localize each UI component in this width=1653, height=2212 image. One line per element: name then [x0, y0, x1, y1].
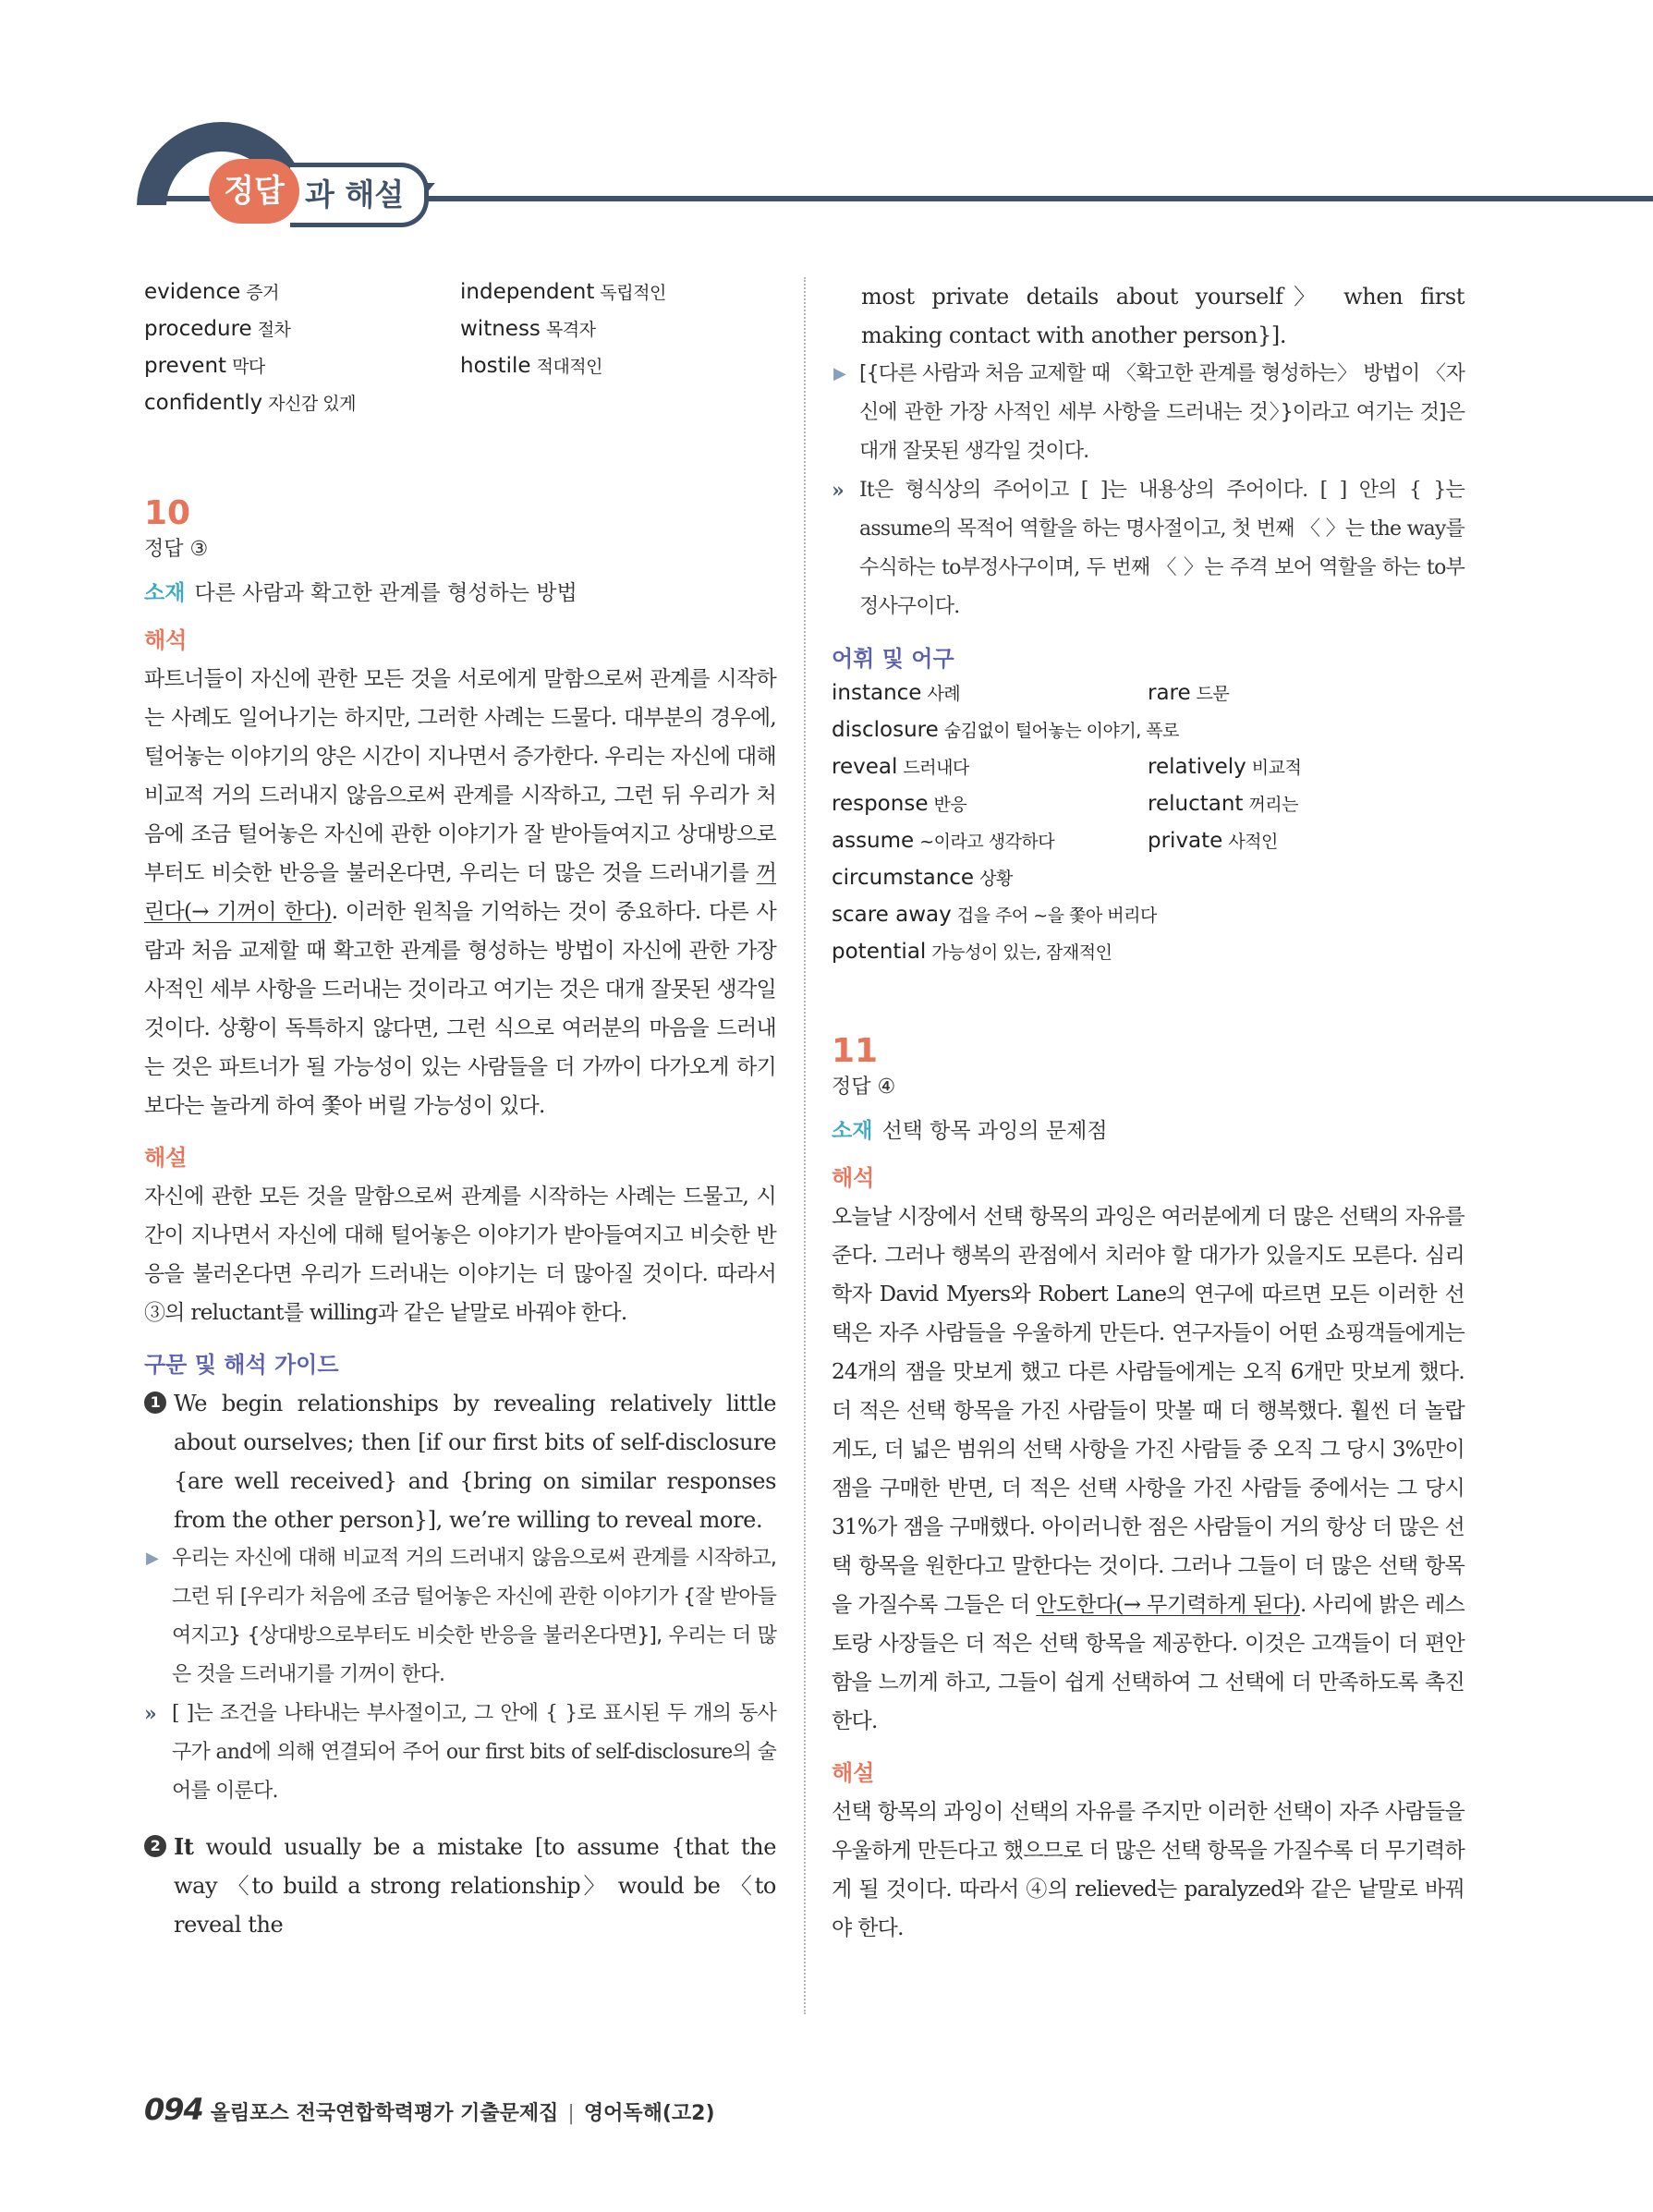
explanation-title: 해설 [144, 1145, 188, 1171]
vocab-item: assume ~이라고 생각하다 [832, 829, 1055, 853]
vocab-item: potential 가능성이 있는, 잠재적인 [832, 940, 1112, 964]
vocab-item: relatively 비교적 [1148, 755, 1302, 779]
section-title-suffix: 과 해설 [290, 163, 429, 227]
topic-label: 소재 [832, 1119, 873, 1143]
triangle-bullet-icon: ▶ [833, 364, 845, 383]
vocab-item: response 반응 [832, 792, 967, 816]
vocab-item: private 사적인 [1148, 829, 1278, 853]
vocab-title: 어휘 및 어구 [832, 646, 954, 672]
answer-line: 정답 ④ [832, 1076, 896, 1099]
vocab-item: circumstance 상황 [832, 866, 1013, 890]
syntax-guide-title: 구문 및 해석 가이드 [144, 1352, 339, 1378]
question-number: 11 [832, 1032, 879, 1070]
explanation-text: 선택 항목의 과잉이 선택의 자유를 주지만 이러한 선택이 자주 사람들을 우울하게 만든다고 했으므로 더 많은 선택 항목을 가질수록 더 무기력하게 될 것이다. 따라서 ④의 relieved는 paralyzed와 같은 낱말로 바꿔야 한다. [832, 1800, 1465, 1940]
example-translation: ▶ 우리는 자신에 대해 비교적 거의 드러내지 않음으로써 관계를 시작하고, 그런 뒤 [우리가 처음에 조금 털어놓은 자신에 관한 이야기가 {잘 받아들여지고} {상대방으로부터도 비슷한 반응을 불러온다면}], 우리는 더 많은 것을 드러내기를 기꺼이 한다. [144, 1539, 776, 1695]
book-subject: 영어독해(고2) [583, 2102, 715, 2125]
page-header [0, 0, 1653, 240]
topic-line [832, 1116, 1465, 1146]
vocab-item: hostile 적대적인 [460, 354, 603, 378]
triangle-bullet-icon: ▶ [146, 1549, 158, 1568]
book-title: 올림포스 전국연합학력평가 기출문제집 [210, 2102, 559, 2125]
grammar-note: » It은 형식상의 주어이고 [ ]는 내용상의 주어이다. [ ] 안의 { }는 assume의 목적어 역할을 하는 명사절이고, 첫 번째 〈 〉는 the way를 수식하는 to부정사구이며, 두 번째 〈 〉는 주격 보어 역할을 하는 to부정사구이다. [832, 471, 1465, 626]
vocab-item: confidently 자신감 있게 [144, 391, 356, 415]
translation-text: 오늘날 시장에서 선택 항목의 과잉은 여러분에게 더 많은 선택의 자유를 준다. 그러나 행복의 관점에서 치러야 할 대가가 있을지도 모른다. 심리학자 David Myers와 Robert Lane의 연구에 따르면 모든 이러한 선택은 자주 사람들을 우울하게 만든다. 연구자들이 어떤 쇼핑객들에게는 24개의 잼을 맛보게 했고 다른 사람들에게는 오직 6개만 맛보게 했다. 더 적은 선택 항목을 가진 사람들이 맛볼 때 더 행복했다. 훨씬 더 놀랍게도, 더 넓은 범위의 선택 사항을 가진 사람들 중 오직 그 당시 3%만이 잼을 구매한 반면, 더 적은 선택 사항을 가진 사람들 중에서는 그 당시 31%가 잼을 구매했다. 아이러니한 점은 사람들이 거의 항상 더 많은 선택 항목을 원한다고 말한다는 것이다. 그러나 그들이 더 많은 선택 항목을 가질수록 그들은 더 안도한다(→ 무기력하게 된다). 사리에 밝은 레스토랑 사장들은 더 적은 선택 항목을 제공한다. 이것은 고객들이 더 편안함을 느끼게 하고, 그들이 쉽게 선택하여 그 선택에 더 만족하도록 촉진한다. [832, 1205, 1465, 1733]
page-number: 094 [144, 2092, 203, 2127]
right-column [832, 277, 1465, 1948]
example-sentence: 2 It would usually be a mistake [to assume {that the way 〈to build a strong relationship〉 would be 〈to reveal the [144, 1828, 776, 1944]
example-sentence-continued: most private details about yourself〉 when first making contact with another person}]. [861, 284, 1465, 348]
underlined-correction: 안도한다(→ 무기력하게 된다) [1036, 1593, 1300, 1617]
vocab-item: scare away 겁을 주어 ~을 쫓아 버리다 [832, 903, 1157, 927]
vocab-list [832, 678, 1465, 968]
example-number-badge: 1 [144, 1392, 166, 1414]
section-title-badge: 정답 [209, 159, 299, 224]
explanation-title: 해설 [832, 1760, 875, 1786]
vocab-item: instance 사례 [832, 681, 961, 705]
vocab-item: witness 목격자 [460, 317, 596, 341]
topic-text: 다른 사람과 확고한 관계를 형성하는 방법 [194, 581, 577, 605]
column-divider [804, 277, 806, 2014]
translation-title: 해석 [832, 1165, 875, 1191]
topic-label: 소재 [144, 581, 186, 605]
explanation-text: 자신에 관한 모든 것을 말함으로써 관계를 시작하는 사례는 드물고, 시간이 지나면서 자신에 대해 털어놓은 이야기가 받아들여지고 비슷한 반응을 불러온다면 우리가 드러내는 이야기는 더 많아질 것이다. 따라서 ③의 reluctant를 willing과 같은 낱말로 바꿔야 한다. [144, 1185, 776, 1325]
underlined-correction: 꺼린다(→ 기꺼이 한다) [144, 861, 776, 924]
translation-text: 파트너들이 자신에 관한 모든 것을 서로에게 말함으로써 관계를 시작하는 사례도 일어나기는 하지만, 그러한 사례는 드물다. 대부분의 경우에, 털어놓는 이야기의 양은 시간이 지나면서 증가한다. 우리는 자신에 대해 비교적 거의 드러내지 않음으로써 관계를 시작하고, 그런 뒤 우리가 처음에 조금 털어놓은 자신에 관한 이야기가 잘 받아들여지고 상대방으로부터도 비슷한 반응을 불러온다면, 우리는 더 많은 것을 드러내기를 꺼린다(→ 기꺼이 한다). 이러한 원칙을 기억하는 것이 중요하다. 다른 사람과 처음 교제할 때 확고한 관계를 형성하는 방법이 자신에 관한 가장 사적인 세부 사항을 드러내는 것이라고 여기는 것은 대개 잘못된 생각일 것이다. 상황이 독특하지 않다면, 그런 식으로 여러분의 마음을 드러내는 것은 파트너가 될 가능성이 있는 사람들을 더 가까이 다가오게 하기보다는 놀라게 하여 쫓아 버릴 가능성이 있다. [144, 667, 777, 1118]
example-translation: ▶ [{다른 사람과 처음 교제할 때 〈확고한 관계를 형성하는〉 방법이 〈자신에 관한 가장 사적인 세부 사항을 드러내는 것〉}이라고 여기는 것]은 대개 잘못된 생각일 것이다. [832, 355, 1465, 471]
double-arrow-icon: » [144, 1702, 156, 1726]
vocab-item: disclosure 숨김없이 털어놓는 이야기, 폭로 [832, 718, 1180, 742]
vocab-item: reveal 드러내다 [832, 755, 969, 779]
header-rule [407, 196, 1653, 201]
left-column [144, 277, 776, 1944]
example-number-badge: 2 [144, 1835, 166, 1857]
translation-title: 해석 [144, 627, 188, 653]
grammar-note: » [ ]는 조건을 나타내는 부사절이고, 그 안에 { }로 표시된 두 개의 동사구가 and에 의해 연결되어 주어 our first bits of self-disclosure의 술어를 이룬다. [144, 1695, 776, 1811]
page-footer [144, 2092, 1438, 2129]
vocab-list-top [144, 277, 776, 419]
vocab-item: reluctant 꺼리는 [1148, 792, 1298, 816]
vocab-item: rare 드문 [1148, 681, 1230, 705]
vocab-item: independent 독립적인 [460, 280, 666, 304]
topic-line [144, 578, 776, 608]
answer-line: 정답 ③ [144, 538, 209, 561]
footer-separator: | [567, 2102, 575, 2125]
vocab-item: evidence 증거 [144, 280, 279, 304]
vocab-item: prevent 막다 [144, 354, 265, 378]
example-sentence: 1 We begin relationships by revealing relatively little about ourselves; then [if our first bits of self-disclosure {are well received} and {bring on similar responses from the other person}], we’re willing to reveal more. [144, 1384, 776, 1539]
double-arrow-icon: » [832, 479, 844, 503]
question-number: 10 [144, 494, 191, 532]
vocab-item: procedure 절차 [144, 317, 291, 341]
topic-text: 선택 항목 과잉의 문제점 [881, 1119, 1108, 1143]
